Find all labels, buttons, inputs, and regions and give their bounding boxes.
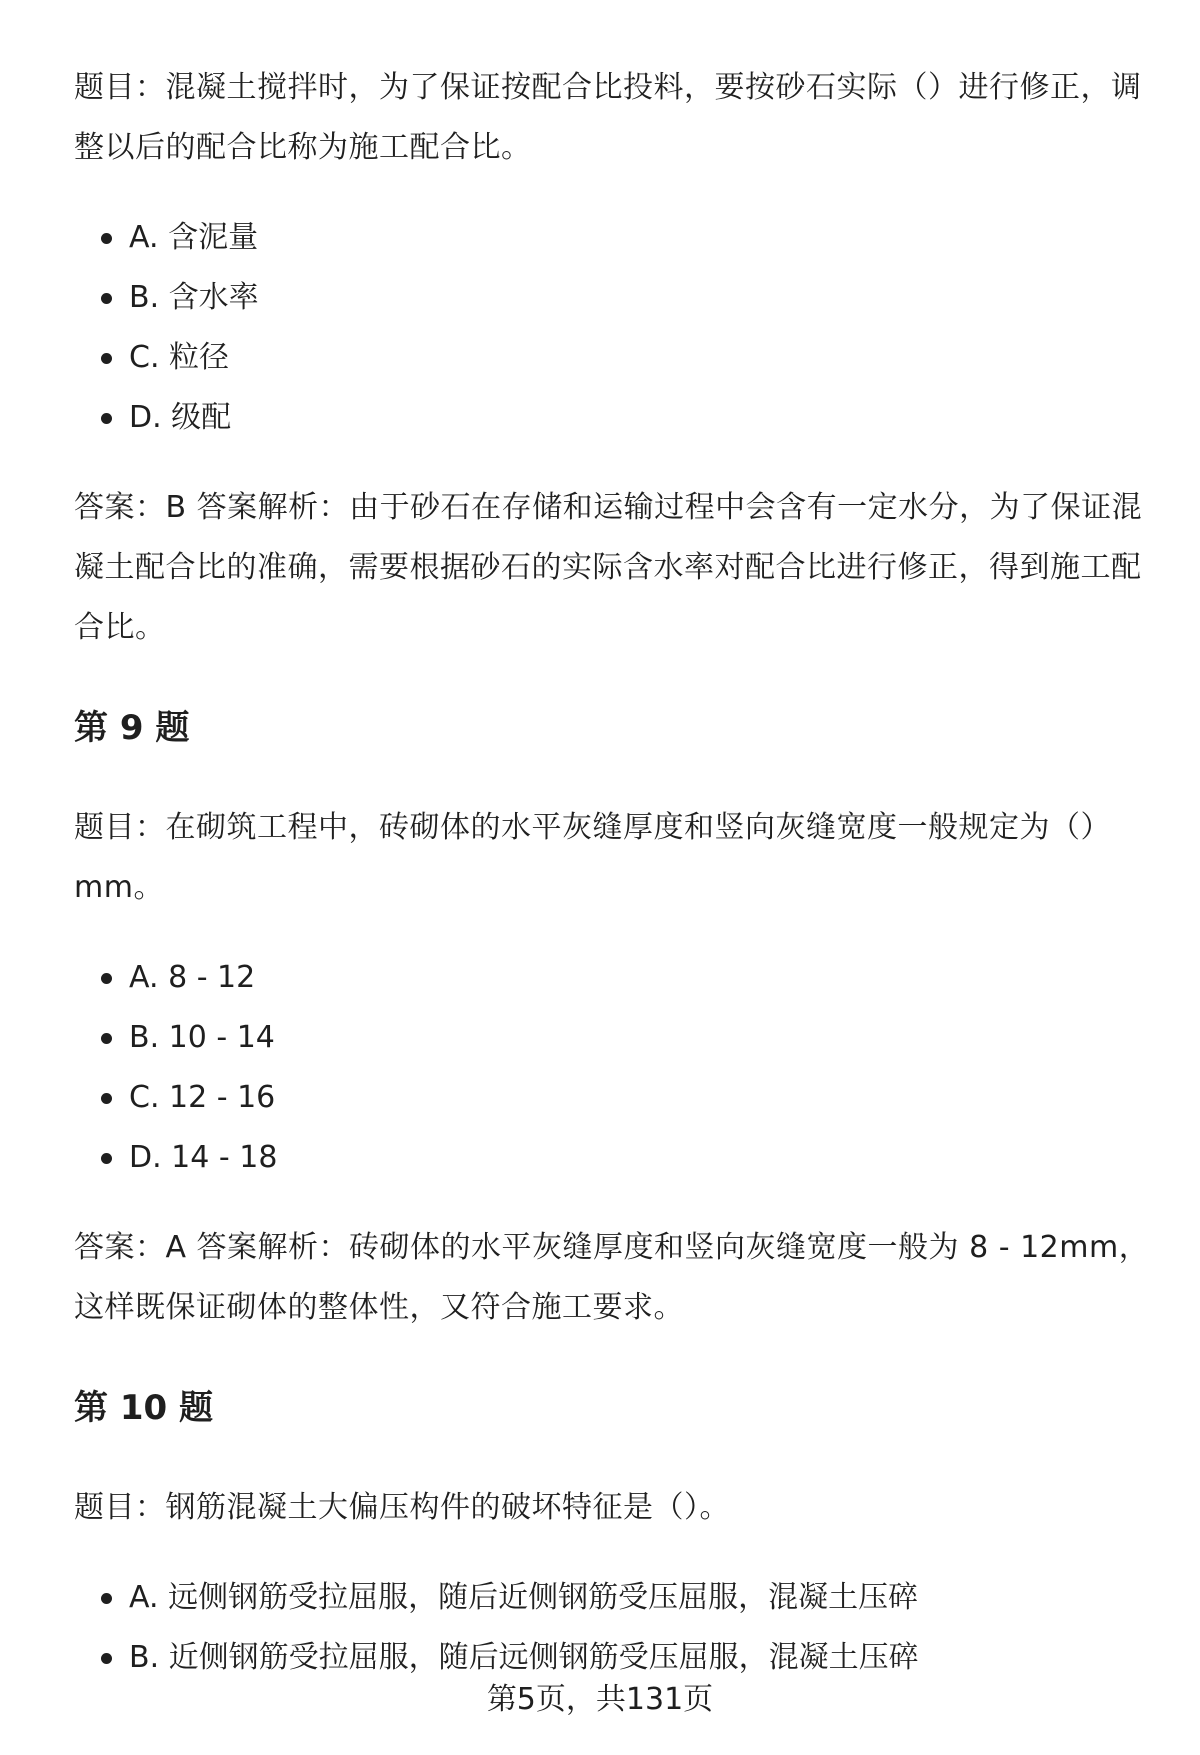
question-8 xyxy=(74,58,1154,658)
question-text: 题目：在砌筑工程中，砖砌体的水平灰缝厚度和竖向灰缝宽度一般规定为（）mm。 xyxy=(74,810,1111,905)
option-item xyxy=(74,1068,1154,1128)
answer-text: 答案：A 答案解析：砖砌体的水平灰缝厚度和竖向灰缝宽度一般为 8 - 12mm，这样既保证砌体的整体性，又符合施工要求。 xyxy=(74,1230,1150,1325)
question-text: 题目：钢筋混凝土大偏压构件的破坏特征是（）。 xyxy=(74,1490,730,1525)
bullet-icon xyxy=(101,233,112,244)
bullet-icon xyxy=(101,293,112,304)
option-item xyxy=(74,1568,1154,1628)
option-label: B. 10 - 14 xyxy=(129,1020,275,1055)
option-list xyxy=(74,948,1154,1188)
option-label: D. 14 - 18 xyxy=(129,1140,278,1175)
option-label: D. 级配 xyxy=(129,400,232,435)
option-item xyxy=(74,1008,1154,1068)
page-number: 第5页，共131页 xyxy=(486,1682,714,1717)
option-item xyxy=(74,1128,1154,1188)
bullet-icon xyxy=(101,1093,112,1104)
option-item xyxy=(74,328,1154,388)
bullet-icon xyxy=(101,413,112,424)
bullet-icon xyxy=(101,1653,112,1664)
question-heading: 第 10 题 xyxy=(74,1388,213,1428)
bullet-icon xyxy=(101,1153,112,1164)
question-9 xyxy=(74,698,1154,1338)
option-label: A. 远侧钢筋受拉屈服，随后近侧钢筋受压屈服，混凝土压碎 xyxy=(129,1580,919,1615)
question-10 xyxy=(74,1378,1154,1688)
option-label: B. 近侧钢筋受拉屈服，随后远侧钢筋受压屈服，混凝土压碎 xyxy=(129,1640,919,1675)
option-label: A. 含泥量 xyxy=(129,220,259,255)
answer-text: 答案：B 答案解析：由于砂石在存储和运输过程中会含有一定水分，为了保证混凝土配合比的准确，需要根据砂石的实际含水率对配合比进行修正，得到施工配合比。 xyxy=(74,490,1143,645)
option-list xyxy=(74,208,1154,448)
question-text: 题目：混凝土搅拌时，为了保证按配合比投料，要按砂石实际（）进行修正，调整以后的配合比称为施工配合比。 xyxy=(74,70,1142,165)
document-content xyxy=(74,58,1154,1718)
option-item xyxy=(74,208,1154,268)
bullet-icon xyxy=(101,1033,112,1044)
bullet-icon xyxy=(101,973,112,984)
option-item xyxy=(74,268,1154,328)
option-label: B. 含水率 xyxy=(129,280,259,315)
option-label: C. 粒径 xyxy=(129,340,230,375)
option-label: A. 8 - 12 xyxy=(129,960,256,995)
bullet-icon xyxy=(101,1593,112,1604)
bullet-icon xyxy=(101,353,112,364)
question-heading: 第 9 题 xyxy=(74,708,190,748)
option-item xyxy=(74,388,1154,448)
option-item xyxy=(74,948,1154,1008)
option-label: C. 12 - 16 xyxy=(129,1080,276,1115)
